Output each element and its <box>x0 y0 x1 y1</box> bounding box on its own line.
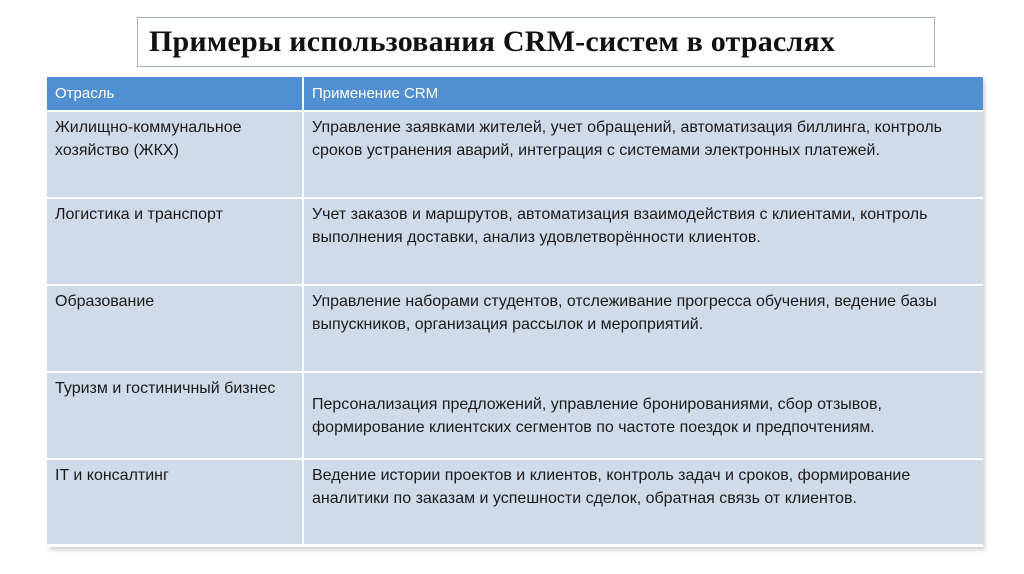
application-cell: Персонализация предложений, управление бронированиями, сбор отзывов, формирование клиентских сегментов по частоте поездок и предпочтениям. <box>303 372 983 459</box>
table-row <box>47 111 983 198</box>
header-application: Применение CRM <box>303 77 983 111</box>
application-cell: Ведение истории проектов и клиентов, контроль задач и сроков, формирование аналитики по заказам и успешности сделок, обратная связь от клиентов. <box>303 459 983 545</box>
application-cell: Управление заявками жителей, учет обращений, автоматизация биллинга, контроль сроков устранения аварий, интеграция с системами электронных платежей. <box>303 111 983 198</box>
table-row <box>47 198 983 285</box>
industry-cell: Жилищно-коммунальное хозяйство (ЖКХ) <box>47 111 303 198</box>
table-header-row <box>47 77 983 111</box>
table-row <box>47 285 983 372</box>
title-box <box>137 17 935 67</box>
industry-cell: Образование <box>47 285 303 372</box>
crm-industry-table <box>47 77 983 546</box>
application-cell: Учет заказов и маршрутов, автоматизация взаимодействия с клиентами, контроль выполнения доставки, анализ удовлетворённости клиентов. <box>303 198 983 285</box>
industry-cell: Туризм и гостиничный бизнес <box>47 372 303 459</box>
page-title: Примеры использования CRM-систем в отраслях <box>149 25 836 58</box>
industry-cell: Логистика и транспорт <box>47 198 303 285</box>
application-cell: Управление наборами студентов, отслеживание прогресса обучения, ведение базы выпускников, организация рассылок и мероприятий. <box>303 285 983 372</box>
table-row <box>47 459 983 545</box>
industry-cell: IT и консалтинг <box>47 459 303 545</box>
table-row <box>47 372 983 459</box>
header-industry: Отрасль <box>47 77 303 111</box>
